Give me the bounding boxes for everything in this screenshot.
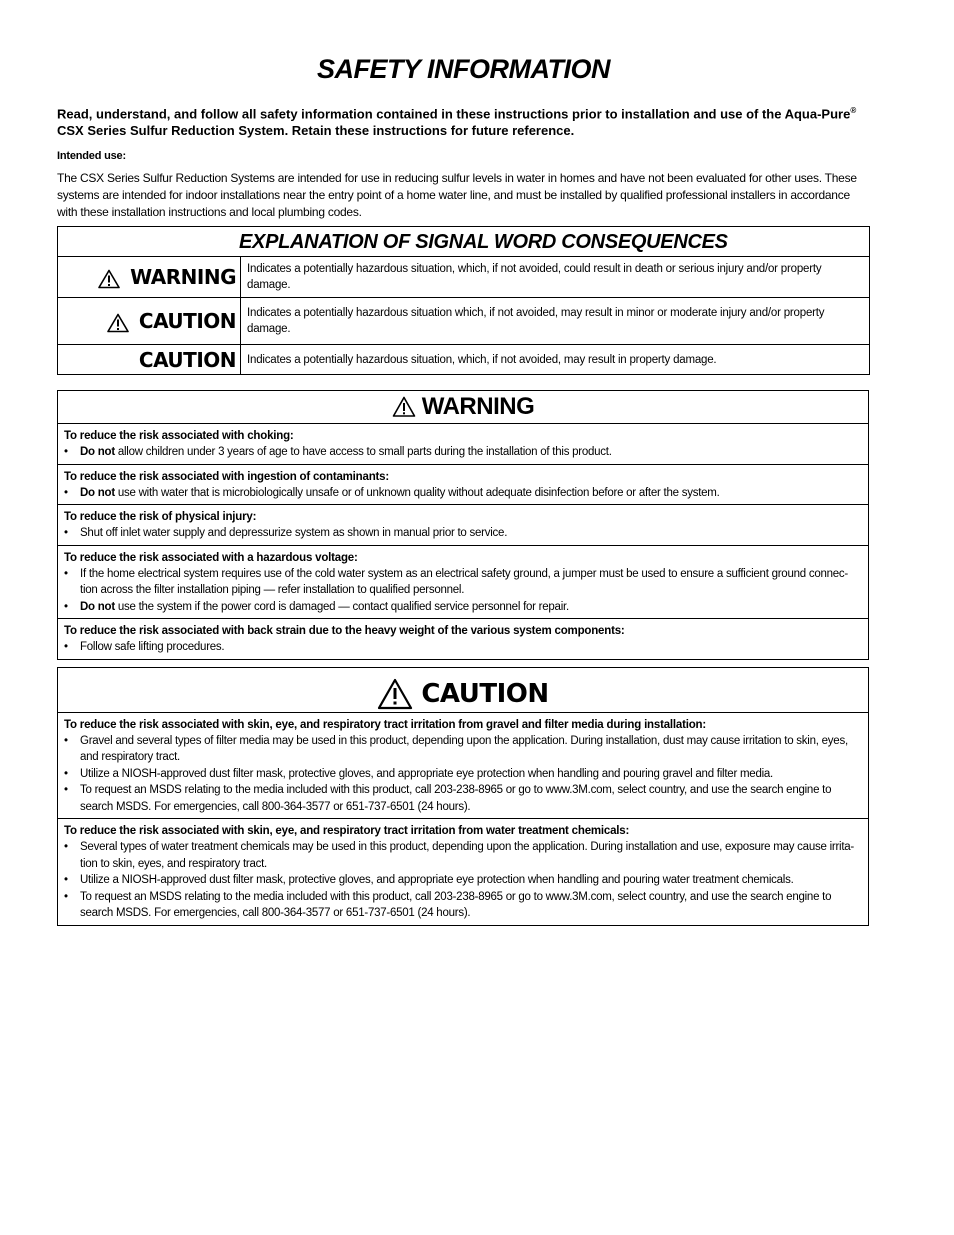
intro-text-2: CSX Series Sulfur Reduction System. Retain these instructions for future reference.: [57, 123, 575, 139]
hazard-bullet: [64, 599, 862, 616]
caution-box-heading: CAUTION: [421, 678, 549, 709]
hazard-bullet: [64, 525, 862, 542]
bullet-emphasis: Do not: [80, 486, 115, 499]
caution-box: [57, 667, 869, 926]
hazard-bullet: [64, 782, 862, 815]
hazard-section-title: To reduce the risk associated with ingestion of contaminants:: [64, 470, 389, 483]
page-title: SAFETY INFORMATION: [317, 54, 610, 84]
signal-word-cell: [58, 345, 241, 375]
hazard-section-title: To reduce the risk of physical injury:: [64, 511, 257, 524]
hazard-section-title: To reduce the risk associated with back strain due to the heavy weight of the various system components:: [64, 625, 625, 638]
intended-use-label: Intended use:: [57, 150, 126, 163]
signal-word-text: WARNING: [130, 265, 236, 290]
hazard-bullet: [64, 766, 862, 783]
signal-word-text: CAUTION: [138, 347, 236, 372]
signal-word-desc: Indicates a potentially hazardous situation, which, if not avoided, may result in property damage.: [241, 345, 870, 375]
signal-word-text: CAUTION: [138, 309, 236, 334]
warning-triangle-icon: [377, 678, 413, 710]
hazard-section-title: To reduce the risk associated with choking:: [64, 430, 294, 443]
warning-box-heading: WARNING: [421, 393, 535, 421]
bullet-text: Shut off inlet water supply and depressurize system as shown in manual prior to service.: [80, 527, 508, 540]
signal-word-desc: Indicates a potentially hazardous situation which, if not avoided, may result in minor or moderate injury and/or property damage.: [241, 298, 870, 345]
registered-mark: ®: [850, 106, 857, 115]
signal-word-cell: [58, 257, 241, 298]
bullet-text: Several types of water treatment chemicals may be used in this product, depending upon the application. During installation and use, exposure may cause irrita-tion to skin, eyes, and respiratory tract.: [80, 841, 855, 870]
hazard-bullet: [64, 889, 862, 922]
hazard-bullet: [64, 839, 862, 872]
hazard-section-title: To reduce the risk associated with a hazardous voltage:: [64, 551, 358, 564]
bullet-text: If the home electrical system requires use of the cold water system as an electrical safety ground, a jumper must be used to ensure a sufficient ground connec-tion across the filter installation piping — refer installation to qualified personnel.: [80, 567, 849, 597]
signal-row-caution-property: [58, 345, 870, 375]
bullet-emphasis: Do not: [80, 446, 115, 459]
hazard-section: [58, 465, 868, 506]
bullet-text: use the system if the power cord is damaged — contact qualified service personnel for repair.: [114, 600, 569, 613]
warning-triangle-icon: [107, 313, 129, 333]
caution-box-header: [58, 668, 868, 713]
hazard-section: [58, 546, 868, 620]
hazard-bullet: [64, 733, 862, 766]
hazard-section: [58, 505, 868, 546]
bullet-text: allow children under 3 years of age to have access to small parts during the installation of this product.: [114, 446, 612, 459]
signal-word-cell: [58, 298, 241, 345]
hazard-bullet: [64, 485, 862, 502]
hazard-bullet: [64, 444, 862, 461]
intro-text-1: Read, understand, and follow all safety information contained in these instructions prior to installation and use of the Aqua-Pure: [57, 106, 851, 122]
page: [57, 0, 870, 926]
bullet-text: Follow safe lifting procedures.: [80, 641, 225, 654]
signal-word-heading: EXPLANATION OF SIGNAL WORD CONSEQUENCES: [58, 227, 870, 257]
warning-sections: [58, 424, 868, 659]
hazard-section-title: To reduce the risk associated with skin, eye, and respiratory tract irritation from water treatment chemicals:: [64, 825, 630, 838]
bullet-text: Utilize a NIOSH-approved dust filter mask, protective gloves, and appropriate eye protection when handling and pouring water treatment chemicals.: [80, 874, 794, 887]
intended-use-text: The CSX Series Sulfur Reduction Systems are intended for use in reducing sulfur levels in water in homes and have not been evaluated for other uses. These systems are intended for indoor installations near the entry point of a home water line, and must be installed by qualified professional installers in accordance with these installation instructions and local plumbing codes.: [57, 171, 857, 220]
hazard-section: [58, 619, 868, 659]
signal-row-caution-injury: [58, 298, 870, 345]
bullet-text: Gravel and several types of filter media may be used in this product, depending upon the application. During installation, dust may cause irritation to skin, eyes, and respiratory tract.: [80, 734, 848, 764]
hazard-section: [58, 713, 868, 820]
hazard-section: [58, 819, 868, 925]
signal-word-table: [57, 226, 870, 375]
hazard-section-title: To reduce the risk associated with skin, eye, and respiratory tract irritation from gravel and filter media during installation:: [64, 718, 706, 731]
bullet-text: use with water that is microbiologically unsafe or of unknown quality without adequate disinfection before or after the system.: [114, 486, 720, 499]
warning-triangle-icon: [392, 396, 416, 418]
warning-box: [57, 390, 869, 660]
warning-box-header: [58, 391, 868, 424]
hazard-bullet: [64, 639, 862, 656]
warning-triangle-icon: [98, 269, 120, 289]
hazard-bullet: [64, 566, 862, 599]
hazard-bullet: [64, 872, 862, 889]
bullet-text: Utilize a NIOSH-approved dust filter mask, protective gloves, and appropriate eye protection when handling and pouring gravel and filter media.: [80, 767, 773, 780]
caution-sections: [58, 713, 868, 925]
bullet-text: To request an MSDS relating to the media included with this product, call 203-238-8965 or go to www.3M.com, select country, and use the search engine to search MSDS. For emergencies, call 800-364-3577 or 651-737-6501 (24 hours).: [80, 890, 832, 920]
hazard-section: [58, 424, 868, 465]
intro-paragraph: [57, 102, 870, 139]
signal-row-warning: [58, 257, 870, 298]
bullet-emphasis: Do not: [80, 600, 115, 613]
bullet-text: To request an MSDS relating to the media included with this product, call 203-238-8965 or go to www.3M.com, select country, and use the search engine to search MSDS. For emergencies, call 800-364-3577 or 651-737-6501 (24 hours).: [80, 784, 832, 813]
signal-word-desc: Indicates a potentially hazardous situation, which, if not avoided, could result in death or serious injury and/or property damage.: [241, 257, 870, 298]
